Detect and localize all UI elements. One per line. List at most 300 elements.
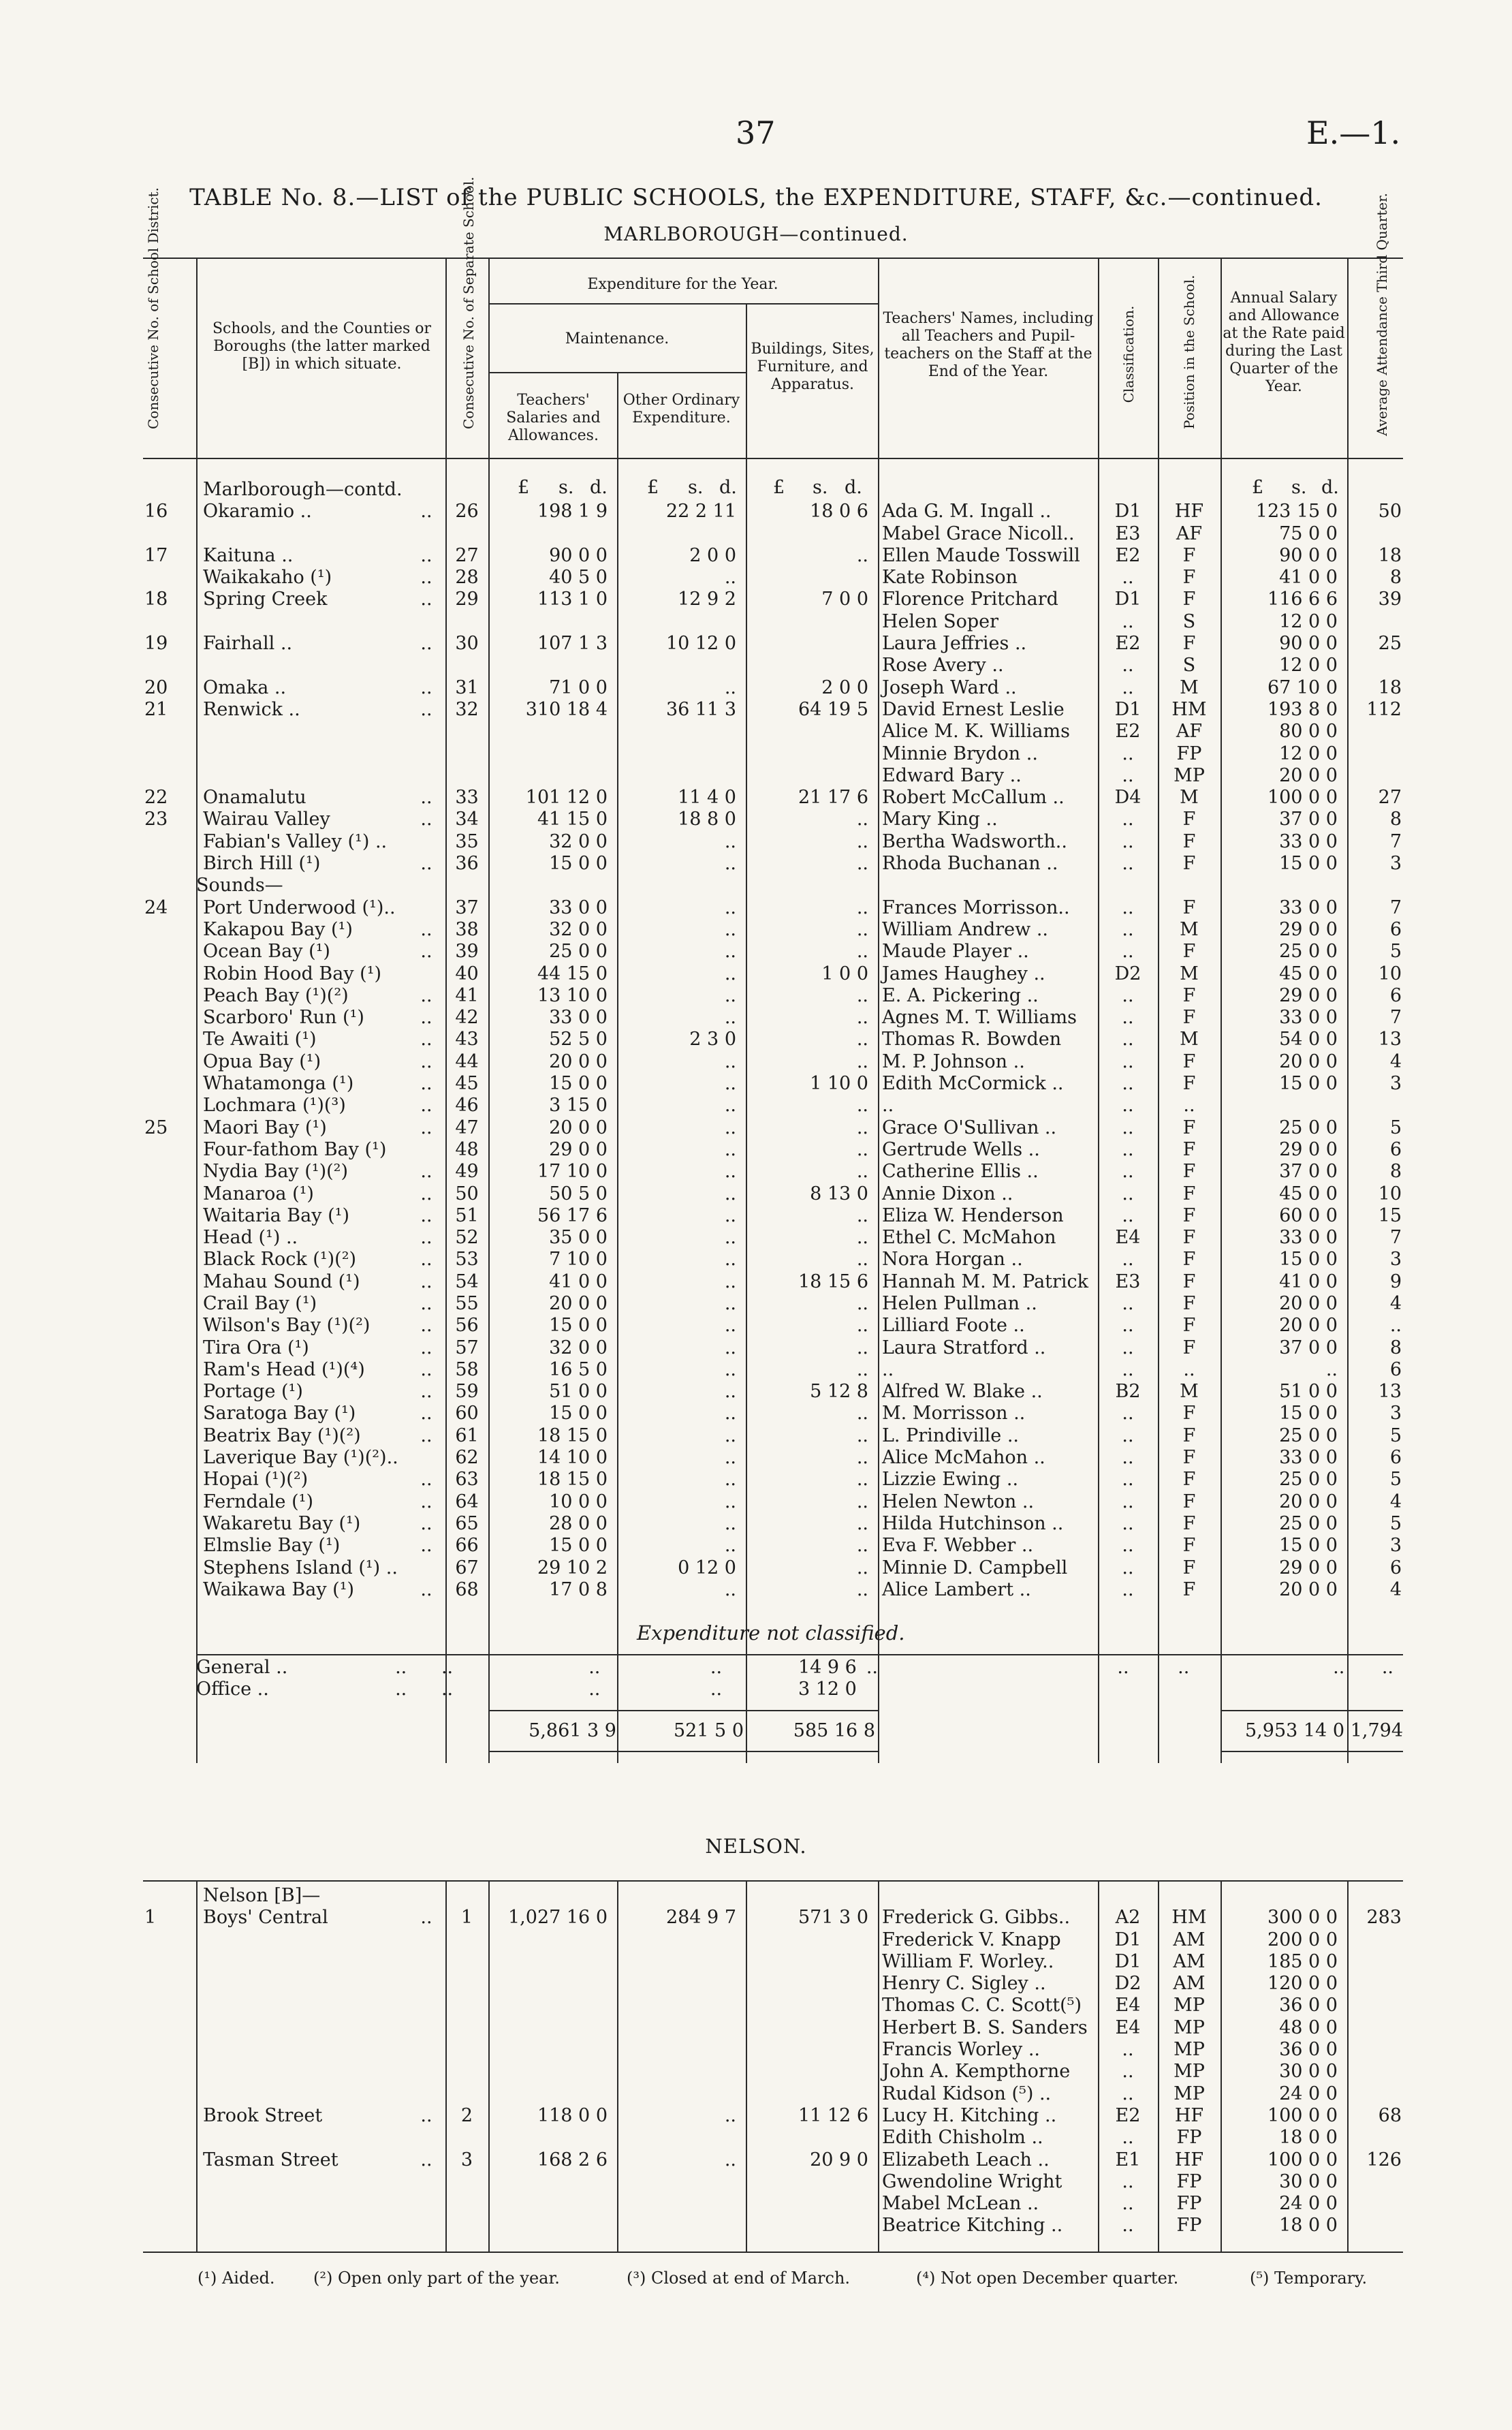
district-no xyxy=(144,1403,196,1424)
leader: .. xyxy=(420,1050,432,1072)
table-row xyxy=(144,1337,1404,1359)
position: AM xyxy=(1173,1929,1206,1950)
classification: .. xyxy=(1122,743,1134,764)
district-no: 25 xyxy=(144,1117,168,1138)
position: F xyxy=(1182,1073,1196,1095)
district-no xyxy=(144,853,196,875)
position: F xyxy=(1182,589,1196,610)
other-expenditure xyxy=(617,1995,746,2016)
district-no xyxy=(144,1293,196,1315)
classification: .. xyxy=(1122,941,1134,963)
position: F xyxy=(1182,1183,1196,1204)
position: MP xyxy=(1174,1995,1205,2016)
district-no xyxy=(144,2171,196,2193)
school-no: 66 xyxy=(455,1535,479,1557)
teacher-name: Helen Pullman .. xyxy=(882,1292,1037,1314)
leader: .. xyxy=(420,698,432,720)
other-expenditure: .. xyxy=(724,1491,736,1512)
school-no: 59 xyxy=(455,1381,479,1403)
other-expenditure: .. xyxy=(710,1657,723,1678)
school-name: Nelson [B]— xyxy=(203,1885,321,1906)
buildings: .. xyxy=(856,1227,868,1249)
teacher-name: Robert McCallum .. xyxy=(882,787,1065,809)
district-no xyxy=(144,1491,196,1513)
teacher-name xyxy=(878,479,1098,501)
table-row xyxy=(144,941,1404,963)
category: General .. xyxy=(196,1657,288,1678)
school-no: 56 xyxy=(455,1315,479,1337)
position: F xyxy=(1182,633,1196,655)
position: FP xyxy=(1176,2127,1202,2149)
table-row xyxy=(196,1679,1403,1700)
header-schools: Schools, and the Counties or Boroughs (the latter marked [B]) in which situate. xyxy=(212,320,432,373)
unit-pound: £ xyxy=(773,477,785,498)
school-name: Tira Ora (¹) xyxy=(203,1337,309,1358)
teacher-name: Thomas R. Bowden xyxy=(882,1029,1062,1050)
unit-s: s. xyxy=(1291,477,1307,498)
classification: A2 xyxy=(1115,1907,1141,1929)
nelson-bottom-rule xyxy=(143,2252,1403,2253)
annual-salary: 37 0 0 xyxy=(1279,1161,1338,1183)
attendance xyxy=(1347,2017,1404,2039)
other-expenditure: .. xyxy=(724,1512,736,1534)
district-no xyxy=(144,567,196,589)
nelson-top-rule xyxy=(143,1880,1403,1882)
district-no xyxy=(144,2083,196,2105)
attendance: 7 xyxy=(1389,1007,1402,1029)
leader: .. xyxy=(420,1358,432,1380)
teacher-name: Mabel McLean .. xyxy=(882,2193,1039,2215)
table-row xyxy=(144,1227,1404,1249)
school-no xyxy=(445,2017,488,2039)
position: MP xyxy=(1174,2083,1205,2104)
district-no xyxy=(144,1051,196,1073)
leader: .. xyxy=(420,589,432,610)
teachers-salaries xyxy=(488,1995,617,2016)
position: F xyxy=(1182,1447,1196,1469)
attendance xyxy=(1347,2193,1404,2215)
annual-salary xyxy=(1220,1885,1347,1907)
attendance: 10 xyxy=(1378,1183,1402,1204)
table-row xyxy=(144,545,1404,567)
teachers-salaries xyxy=(488,765,617,787)
classification: E3 xyxy=(1115,523,1141,544)
teacher-name: Rhoda Buchanan .. xyxy=(882,853,1058,875)
classification: E4 xyxy=(1115,2016,1141,2038)
classification: .. xyxy=(1122,1029,1134,1050)
school-name: Waitaria Bay (¹) xyxy=(203,1204,349,1226)
position: F xyxy=(1182,1578,1196,1600)
annual-salary: 33 0 0 xyxy=(1279,1447,1338,1469)
teacher-name: M. Morrisson .. xyxy=(882,1403,1026,1424)
buildings xyxy=(746,1951,878,1973)
teachers-salaries: 168 2 6 xyxy=(537,2149,608,2170)
teachers-salaries xyxy=(488,2215,617,2237)
school-no: 1 xyxy=(460,1907,473,1929)
buildings: .. xyxy=(856,1161,868,1183)
annual-salary: 300 0 0 xyxy=(1267,1907,1338,1929)
header-annual-salary: Annual Salary and Allowance at the Rate paid during the Last Quarter of the Year. xyxy=(1223,290,1345,395)
classification: E2 xyxy=(1115,2104,1141,2126)
buildings: .. xyxy=(856,1204,868,1226)
teacher-name: Florence Pritchard xyxy=(882,589,1058,610)
table-row xyxy=(144,1249,1404,1271)
unit-s: s. xyxy=(688,477,704,498)
annual-salary: 15 0 0 xyxy=(1279,853,1338,875)
attendance: 6 xyxy=(1389,1447,1402,1469)
position: AM xyxy=(1173,1950,1206,1972)
table-row xyxy=(144,1139,1404,1161)
attendance: 50 xyxy=(1378,501,1402,523)
district-no xyxy=(144,611,196,633)
teacher-name: Alice M. K. Williams xyxy=(882,721,1070,743)
teachers-salaries xyxy=(488,743,617,765)
teachers-salaries xyxy=(488,1951,617,1973)
teachers-salaries xyxy=(488,1885,617,1907)
school-name: Hopai (¹)(²) xyxy=(203,1469,309,1491)
table-row xyxy=(144,1907,1404,1929)
buildings xyxy=(746,523,878,545)
annual-salary: 25 0 0 xyxy=(1279,1469,1338,1491)
annual-salary: 54 0 0 xyxy=(1279,1029,1338,1050)
other-expenditure: .. xyxy=(724,1050,736,1072)
school-no: 34 xyxy=(455,809,479,830)
district-no xyxy=(144,523,196,545)
teacher-name: Rose Avery .. xyxy=(882,655,1004,676)
classification: E2 xyxy=(1115,544,1141,566)
leader: .. xyxy=(420,567,432,589)
other-expenditure: 0 12 0 xyxy=(678,1557,736,1578)
teacher-name: Ellen Maude Tosswill xyxy=(882,544,1080,566)
school-name xyxy=(196,2215,407,2237)
teachers-salaries: 14 10 0 xyxy=(537,1447,608,1469)
position xyxy=(1158,479,1220,501)
teacher-name: Alfred W. Blake .. xyxy=(882,1381,1043,1403)
table-row xyxy=(144,765,1404,787)
teachers-salaries: 28 0 0 xyxy=(549,1512,608,1534)
position: MP xyxy=(1174,2061,1205,2083)
teacher-name: Alice Lambert .. xyxy=(882,1578,1031,1600)
table-row xyxy=(144,1315,1404,1337)
buildings: 5 12 8 xyxy=(810,1381,868,1403)
classification: .. xyxy=(1122,1161,1134,1183)
classification xyxy=(1098,1885,1158,1907)
classification: D2 xyxy=(1114,1973,1141,1995)
attendance xyxy=(1347,875,1404,897)
buildings: .. xyxy=(856,1095,868,1117)
classification: E4 xyxy=(1115,1227,1141,1249)
series-code: E.—1. xyxy=(1306,114,1401,151)
classification: .. xyxy=(1122,1557,1134,1578)
teacher-name: Kate Robinson xyxy=(882,567,1018,589)
school-no: 35 xyxy=(455,830,479,852)
position: F xyxy=(1182,567,1196,589)
position: F xyxy=(1182,1204,1196,1226)
buildings xyxy=(746,2171,878,2193)
other-expenditure xyxy=(617,523,746,545)
leader xyxy=(407,1557,445,1579)
district-no xyxy=(144,1973,196,1995)
teachers-salaries: 20 0 0 xyxy=(549,1050,608,1072)
attendance xyxy=(1347,721,1404,743)
teachers-salaries: 29 0 0 xyxy=(549,1138,608,1160)
position: M xyxy=(1180,676,1199,698)
leader: .. xyxy=(420,1403,432,1424)
classification: D1 xyxy=(1114,1950,1141,1972)
attendance xyxy=(1347,2171,1404,2193)
classification: D1 xyxy=(1114,1929,1141,1950)
classification: .. xyxy=(1122,918,1134,940)
school-name: Peach Bay (¹)(²) xyxy=(203,984,349,1006)
school-name: Te Awaiti (¹) xyxy=(203,1029,317,1050)
annual-salary: 20 0 0 xyxy=(1279,1491,1338,1512)
attendance: 6 xyxy=(1389,984,1402,1006)
district-no xyxy=(144,1469,196,1491)
teachers-salaries: 40 5 0 xyxy=(549,567,608,589)
school-name: Boys' Central xyxy=(203,1907,328,1929)
teachers-salaries: 113 1 0 xyxy=(537,589,608,610)
leader: .. xyxy=(420,1095,432,1117)
leader xyxy=(407,875,445,897)
school-name: Fairhall .. xyxy=(203,633,293,655)
position: FP xyxy=(1176,2170,1202,2192)
district-no xyxy=(144,875,196,897)
table-row xyxy=(144,721,1404,743)
attendance: 112 xyxy=(1366,698,1402,720)
table-row xyxy=(144,1885,1404,1907)
teachers-salaries: 51 0 0 xyxy=(549,1381,608,1403)
school-name: Lochmara (¹)(³) xyxy=(203,1095,346,1117)
annual-salary: 90 0 0 xyxy=(1279,544,1338,566)
annual-salary: 193 8 0 xyxy=(1267,698,1338,720)
buildings xyxy=(746,2127,878,2149)
nelson-heading: NELSON. xyxy=(705,1835,807,1858)
total-salaries: 5,861 3 9 xyxy=(529,1720,616,1741)
leader xyxy=(407,765,445,787)
district-no xyxy=(144,1205,196,1227)
classification: .. xyxy=(1122,1469,1134,1491)
teachers-salaries: 32 0 0 xyxy=(549,1337,608,1358)
school-name xyxy=(196,655,407,676)
annual-salary: 90 0 0 xyxy=(1279,633,1338,655)
teacher-name: Helen Newton .. xyxy=(882,1491,1035,1512)
other-expenditure: .. xyxy=(724,941,736,963)
classification: E4 xyxy=(1115,1995,1141,2016)
school-name: Kakapou Bay (¹) xyxy=(203,918,353,940)
attendance: 4 xyxy=(1389,1050,1402,1072)
teachers-salaries: 15 0 0 xyxy=(549,1535,608,1557)
classification: .. xyxy=(1122,1403,1134,1424)
leader: .. xyxy=(420,1007,432,1029)
annual-salary: 60 0 0 xyxy=(1279,1204,1338,1226)
annual-salary: 123 15 0 xyxy=(1255,501,1338,523)
other-expenditure: .. xyxy=(724,984,736,1006)
other-expenditure: 2 3 0 xyxy=(689,1029,736,1050)
leader: .. xyxy=(420,1424,432,1446)
school-no xyxy=(445,2171,488,2193)
leader xyxy=(407,743,445,765)
classification: D4 xyxy=(1114,787,1141,809)
table-row xyxy=(144,853,1404,875)
table-row xyxy=(144,567,1404,589)
annual-salary: 100 0 0 xyxy=(1267,2104,1338,2126)
buildings xyxy=(746,2061,878,2083)
buildings: 1 10 0 xyxy=(810,1073,868,1095)
buildings xyxy=(746,567,878,589)
teachers-salaries: 7 10 0 xyxy=(549,1249,608,1271)
classification: D1 xyxy=(1114,501,1141,523)
attendance: 3 xyxy=(1389,1073,1402,1095)
leader: .. xyxy=(420,1227,432,1249)
attendance: 4 xyxy=(1389,1491,1402,1512)
teachers-salaries xyxy=(488,721,617,743)
school-no xyxy=(445,2039,488,2061)
teachers-salaries: 18 15 0 xyxy=(537,1424,608,1446)
district-no: 23 xyxy=(144,809,168,830)
attendance: 25 xyxy=(1378,633,1402,655)
school-no xyxy=(445,611,488,633)
totals-bottom-rule xyxy=(1220,1751,1403,1752)
school-name: Saratoga Bay (¹) xyxy=(203,1403,356,1424)
expenditure-rule xyxy=(488,303,878,305)
annual-salary: 29 0 0 xyxy=(1279,984,1338,1006)
school-name: Onamalutu xyxy=(203,787,306,809)
attendance xyxy=(1347,2083,1404,2105)
not-classified-label: Expenditure not classified. xyxy=(637,1621,905,1645)
buildings xyxy=(746,1885,878,1907)
district-no xyxy=(144,1161,196,1183)
classification: .. xyxy=(1122,2039,1134,2061)
teacher-name: Alice McMahon .. xyxy=(882,1447,1045,1469)
teacher-name: Lucy H. Kitching .. xyxy=(882,2104,1057,2126)
district-no xyxy=(144,2061,196,2083)
school-name: Laverique Bay (¹)(²).. xyxy=(203,1447,398,1469)
table-row xyxy=(144,523,1404,545)
leader: .. xyxy=(420,853,432,875)
buildings: 18 15 6 xyxy=(798,1271,868,1292)
leader xyxy=(407,2039,445,2061)
school-name: Omaka .. xyxy=(203,676,287,698)
teacher-name: Minnie D. Campbell xyxy=(882,1557,1068,1578)
district-no xyxy=(144,963,196,985)
leader: .. xyxy=(420,918,432,940)
annual-salary: 20 0 0 xyxy=(1279,1050,1338,1072)
school-no: 62 xyxy=(455,1447,479,1469)
totals-top-rule xyxy=(488,1710,878,1711)
school-no xyxy=(445,479,488,501)
buildings: 14 9 6 xyxy=(798,1657,857,1678)
unit-pound: £ xyxy=(1252,477,1264,498)
school-name: Ocean Bay (¹) xyxy=(203,941,330,963)
annual-salary: 200 0 0 xyxy=(1267,1929,1338,1950)
position xyxy=(1152,1679,1216,1700)
table-row xyxy=(144,1557,1404,1579)
annual-salary: 12 0 0 xyxy=(1279,655,1338,676)
leader: .. xyxy=(420,1204,432,1226)
district-no xyxy=(144,941,196,963)
header-buildings: Buildings, Sites, Furniture, and Apparatus. xyxy=(751,341,875,393)
other-expenditure xyxy=(617,2171,746,2193)
teacher-name: Annie Dixon .. xyxy=(882,1183,1013,1204)
classification: D1 xyxy=(1114,698,1141,720)
district-no xyxy=(144,1513,196,1535)
school-name: Kaituna .. xyxy=(203,544,294,566)
footnote-1: (¹) Aided. xyxy=(198,2269,275,2288)
school-name: Brook Street xyxy=(203,2104,323,2126)
table-row xyxy=(144,1183,1404,1205)
annual-salary: 75 0 0 xyxy=(1279,523,1338,544)
classification: .. xyxy=(1122,1512,1134,1534)
classification: .. xyxy=(1122,2215,1134,2237)
attendance: 7 xyxy=(1389,1227,1402,1249)
leader: .. xyxy=(420,1029,432,1050)
leader xyxy=(407,831,445,853)
annual-salary xyxy=(1220,875,1347,897)
table-row xyxy=(144,1051,1404,1073)
attendance xyxy=(1347,2127,1404,2149)
other-expenditure: .. xyxy=(724,1447,736,1469)
leader xyxy=(407,897,445,919)
total-annual: 5,953 14 0 xyxy=(1245,1720,1344,1741)
table-row xyxy=(144,1117,1404,1139)
leader xyxy=(407,1995,445,2016)
leader: .. xyxy=(395,1679,407,1700)
teacher-name: John A. Kempthorne xyxy=(882,2061,1071,2083)
teachers-salaries xyxy=(488,2083,617,2105)
position: HM xyxy=(1171,1907,1207,1929)
teachers-salaries xyxy=(488,2127,617,2149)
school-no xyxy=(445,875,488,897)
teachers-salaries: 25 0 0 xyxy=(549,941,608,963)
school-no: 27 xyxy=(455,544,479,566)
annual-salary: 45 0 0 xyxy=(1279,963,1338,984)
buildings: .. xyxy=(856,1447,868,1469)
classification: .. xyxy=(1122,2061,1134,2083)
school-no: 26 xyxy=(455,501,479,523)
position: HF xyxy=(1174,2149,1204,2170)
buildings: 7 0 0 xyxy=(821,589,868,610)
other-expenditure: .. xyxy=(724,567,736,589)
table-row xyxy=(144,633,1404,655)
leader: .. xyxy=(420,1117,432,1138)
teacher-name: Ada G. M. Ingall .. xyxy=(882,501,1052,523)
school-no: 29 xyxy=(455,589,479,610)
other-expenditure: .. xyxy=(724,676,736,698)
school-name: Wilson's Bay (¹)(²) xyxy=(203,1315,371,1337)
other-expenditure: .. xyxy=(724,1095,736,1117)
other-expenditure: 12 9 2 xyxy=(678,589,736,610)
other-expenditure: .. xyxy=(724,1358,736,1380)
school-name xyxy=(196,1929,407,1951)
leader: .. xyxy=(420,1249,432,1271)
teachers-salaries: 56 17 6 xyxy=(537,1204,608,1226)
school-name xyxy=(196,765,407,787)
leader: .. xyxy=(420,1469,432,1491)
school-name: Beatrix Bay (¹)(²) xyxy=(203,1424,361,1446)
leader xyxy=(407,2215,445,2237)
classification: .. xyxy=(1122,1578,1134,1600)
position: M xyxy=(1180,918,1199,940)
table-row xyxy=(144,501,1404,523)
teacher-name: Eva F. Webber .. xyxy=(882,1535,1034,1557)
school-no: 49 xyxy=(455,1161,479,1183)
classification: .. xyxy=(1122,1204,1134,1226)
buildings xyxy=(746,721,878,743)
position: F xyxy=(1182,984,1196,1006)
district-no xyxy=(144,985,196,1007)
district-no xyxy=(144,1315,196,1337)
other-expenditure: .. xyxy=(710,1679,723,1700)
